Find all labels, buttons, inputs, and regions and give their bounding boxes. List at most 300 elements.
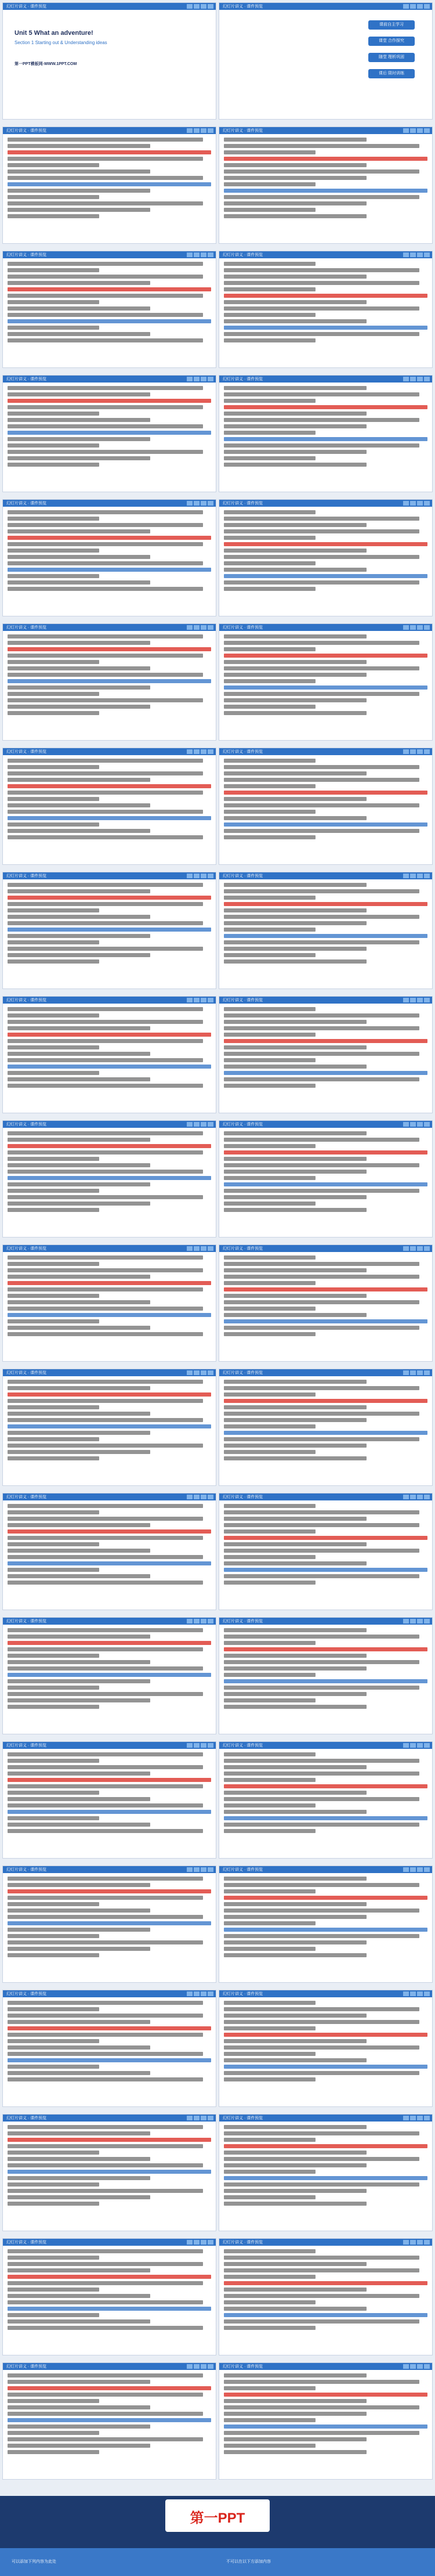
text-line	[8, 889, 150, 893]
text-line	[8, 2418, 211, 2422]
text-line	[8, 450, 203, 454]
text-line	[8, 896, 211, 900]
slide-header	[3, 748, 216, 755]
text-line	[8, 262, 203, 266]
text-line	[8, 2131, 150, 2135]
slide-tabs	[403, 1122, 430, 1127]
text-line	[224, 1883, 419, 1887]
slide-thumbnail[interactable]	[219, 1369, 433, 1486]
text-line	[8, 711, 99, 715]
text-line	[8, 2176, 150, 2180]
text-line	[8, 1510, 99, 1514]
text-line	[8, 326, 99, 330]
text-line	[224, 1660, 419, 1664]
text-line	[224, 163, 367, 167]
tab-marker	[410, 501, 416, 506]
slide-header	[3, 1990, 216, 1997]
text-line	[8, 1896, 203, 1900]
slide-tabs	[187, 1867, 213, 1872]
slide-body	[224, 2001, 427, 2102]
text-line	[224, 1262, 419, 1266]
tab-marker	[403, 1495, 409, 1499]
tab-marker	[187, 1246, 193, 1251]
text-line	[8, 144, 150, 148]
slide-header	[219, 1618, 432, 1625]
slide-body	[224, 1504, 427, 1605]
slide-header	[219, 2239, 432, 2246]
slide-thumbnail[interactable]	[219, 375, 433, 492]
text-line	[8, 1883, 150, 1887]
slide-thumbnail[interactable]	[219, 996, 433, 1113]
tab-marker	[410, 128, 416, 133]
slide-thumbnail[interactable]	[219, 2238, 433, 2355]
text-line	[8, 2405, 150, 2409]
slide-header-label: 幻灯片讲义 · 课件预览	[223, 1744, 263, 1748]
slide-header-label: 幻灯片讲义 · 课件预览	[6, 1371, 47, 1375]
text-line	[8, 759, 203, 763]
slide-thumbnail[interactable]	[219, 2362, 433, 2480]
tab-marker	[208, 1122, 213, 1127]
tab-marker	[403, 2116, 409, 2120]
tab-marker	[194, 2364, 200, 2369]
tab-marker	[424, 2240, 430, 2245]
text-line	[224, 2399, 367, 2403]
menu-button[interactable]: 课前自主学习	[368, 20, 415, 30]
text-line	[224, 300, 367, 304]
slide-thumbnail[interactable]	[2, 1493, 216, 1610]
text-line	[224, 1131, 367, 1135]
tab-marker	[201, 1619, 206, 1623]
slide-thumbnail[interactable]	[2, 1990, 216, 2107]
tab-marker	[424, 1619, 430, 1623]
text-line	[8, 2300, 203, 2304]
slide-header	[3, 3, 216, 10]
text-line	[224, 2202, 367, 2206]
text-line	[224, 1275, 419, 1279]
slide-thumbnail[interactable]	[2, 1120, 216, 1238]
text-line	[224, 791, 427, 795]
text-line	[224, 784, 316, 788]
text-line	[8, 1319, 99, 1323]
slide-thumbnail[interactable]	[2, 1617, 216, 1734]
slide-thumbnail[interactable]	[219, 1493, 433, 1610]
slide-thumbnail[interactable]	[2, 748, 216, 865]
tab-marker	[208, 874, 213, 878]
text-line	[224, 1195, 367, 1199]
slide-header-label: 幻灯片讲义 · 课件预览	[6, 2365, 47, 2369]
text-line	[224, 2058, 367, 2062]
slide-body	[224, 1380, 427, 1481]
text-line	[224, 2444, 316, 2448]
text-line	[224, 2001, 316, 2005]
text-line	[224, 1568, 427, 1572]
text-line	[224, 332, 419, 336]
text-line	[224, 2007, 419, 2011]
text-line	[8, 568, 211, 572]
tab-marker	[201, 1743, 206, 1748]
text-line	[224, 660, 367, 664]
text-line	[224, 1268, 367, 1272]
text-line	[224, 634, 367, 638]
text-line	[224, 568, 367, 572]
slide-header-label: 幻灯片讲义 · 课件预览	[6, 2116, 47, 2120]
text-line	[8, 1431, 150, 1435]
slide-tabs	[187, 501, 213, 506]
slide-thumbnail[interactable]	[219, 2, 433, 120]
text-line	[8, 2313, 99, 2317]
slide-thumbnail[interactable]	[2, 2362, 216, 2480]
text-line	[8, 1752, 203, 1756]
slide-thumbnail[interactable]	[2, 996, 216, 1113]
tab-marker	[201, 377, 206, 381]
tab-marker	[417, 2364, 423, 2369]
unit-title: Unit 5 What an adventure!	[14, 30, 93, 37]
slide-header-label: 幻灯片讲义 · 课件预览	[223, 377, 263, 381]
text-line	[224, 2039, 367, 2043]
text-line	[8, 561, 203, 565]
slide-header	[3, 1493, 216, 1500]
text-line	[8, 1399, 203, 1403]
text-line	[8, 1020, 203, 1024]
slide-thumbnail[interactable]	[2, 2238, 216, 2355]
slide-thumbnail[interactable]	[219, 251, 433, 368]
text-line	[8, 641, 150, 645]
text-line	[8, 1778, 211, 1782]
text-line	[224, 1294, 367, 1298]
text-line	[224, 1549, 419, 1553]
text-line	[224, 1071, 427, 1075]
text-line	[224, 1255, 316, 1260]
text-line	[224, 1816, 427, 1820]
text-line	[224, 2026, 316, 2030]
text-line	[8, 1071, 99, 1075]
tab-marker	[201, 252, 206, 257]
menu-button[interactable]: 课后 限时训练	[368, 69, 415, 78]
slide-thumbnail[interactable]	[219, 748, 433, 865]
slide-thumbnail[interactable]	[219, 127, 433, 244]
text-line	[224, 262, 316, 266]
text-line	[224, 510, 316, 514]
text-line	[8, 1628, 203, 1632]
text-line	[224, 392, 419, 396]
text-line	[224, 915, 419, 919]
text-line	[8, 2195, 150, 2199]
text-line	[224, 778, 419, 782]
slide-thumbnail[interactable]	[2, 1741, 216, 1859]
text-line	[224, 1877, 367, 1881]
text-line	[224, 2412, 367, 2416]
text-line	[224, 2144, 427, 2148]
slide-thumbnail[interactable]	[2, 499, 216, 616]
tab-marker	[208, 1743, 213, 1748]
slide-header-label: 幻灯片讲义 · 课件预览	[6, 1123, 47, 1127]
text-line	[8, 2170, 211, 2174]
tab-marker	[208, 625, 213, 630]
text-line	[8, 1182, 150, 1186]
slide-thumbnail[interactable]	[219, 499, 433, 616]
slide-header	[3, 1121, 216, 1128]
text-line	[8, 1052, 150, 1056]
slide-thumbnail[interactable]	[219, 623, 433, 741]
tab-marker	[194, 1495, 200, 1499]
text-line	[224, 673, 367, 677]
text-line	[8, 771, 203, 775]
text-line	[8, 2182, 99, 2187]
text-line	[224, 450, 367, 454]
text-line	[8, 1039, 203, 1043]
slide-thumbnail[interactable]	[219, 1244, 433, 1362]
slide-body	[224, 883, 427, 984]
tab-marker	[417, 1122, 423, 1127]
text-line	[8, 940, 99, 944]
text-line	[224, 214, 367, 218]
text-line	[224, 2450, 367, 2454]
slide-header-label: 幻灯片讲义 · 课件预览	[223, 1992, 263, 1996]
text-line	[8, 1255, 203, 1260]
text-line	[8, 195, 99, 199]
text-line	[8, 2151, 99, 2155]
tab-marker	[410, 2240, 416, 2245]
slide-thumbnail[interactable]	[219, 1866, 433, 1983]
text-line	[224, 399, 316, 403]
text-line	[224, 1791, 367, 1795]
text-line	[8, 784, 211, 788]
text-line	[224, 705, 316, 709]
text-line	[224, 2077, 316, 2081]
text-line	[8, 1163, 150, 1167]
slide-tabs	[187, 1370, 213, 1375]
text-line	[8, 1568, 99, 1572]
text-line	[8, 2444, 150, 2448]
text-line	[224, 1561, 367, 1565]
text-line	[224, 835, 316, 839]
tab-marker	[410, 874, 416, 878]
text-line	[224, 1202, 316, 1206]
slide-header	[3, 2239, 216, 2246]
tab-marker	[403, 128, 409, 133]
tab-marker	[201, 874, 206, 878]
slide-header	[219, 1990, 432, 1997]
slide-thumbnail[interactable]	[2, 375, 216, 492]
text-line	[8, 1332, 203, 1336]
slide-thumbnail[interactable]	[2, 1866, 216, 1983]
text-line	[8, 2307, 211, 2311]
slide-header-label: 幻灯片讲义 · 课件预览	[223, 502, 263, 506]
slide-header-label: 幻灯片讲义 · 课件预览	[223, 1619, 263, 1623]
slide-body	[8, 2125, 211, 2226]
slide-thumbnail[interactable]	[219, 872, 433, 989]
text-line	[8, 2450, 99, 2454]
text-line	[224, 431, 316, 435]
text-line	[8, 1045, 99, 1049]
tab-marker	[417, 501, 423, 506]
tab-marker	[208, 2240, 213, 2245]
slide-thumbnail[interactable]	[219, 2114, 433, 2231]
tab-marker	[417, 874, 423, 878]
slide-thumbnail[interactable]	[2, 623, 216, 741]
slide-thumbnail[interactable]	[2, 1244, 216, 1362]
slide-tabs	[403, 874, 430, 878]
slide-thumbnail[interactable]	[219, 1990, 433, 2107]
slide-body	[224, 2373, 427, 2474]
tab-marker	[424, 1991, 430, 1996]
text-line	[8, 705, 150, 709]
slide-thumbnail[interactable]	[2, 2114, 216, 2231]
menu-button[interactable]: 课堂 合作探究	[368, 37, 415, 46]
slide-tabs	[187, 1122, 213, 1127]
text-line	[224, 189, 427, 193]
tab-marker	[187, 4, 193, 9]
menu-button[interactable]: 随堂 理析巩固	[368, 53, 415, 62]
text-line	[8, 176, 203, 180]
slide-body	[224, 262, 427, 363]
slide-header	[219, 251, 432, 258]
tab-marker	[403, 749, 409, 754]
tab-marker	[424, 1122, 430, 1127]
text-line	[224, 1574, 419, 1578]
text-line	[8, 654, 203, 658]
text-line	[224, 1778, 316, 1782]
tab-marker	[194, 2240, 200, 2245]
slide-body	[8, 1007, 211, 1108]
text-line	[8, 2125, 203, 2129]
text-line	[8, 1007, 203, 1011]
text-line	[224, 275, 367, 279]
text-line	[224, 1896, 427, 1900]
slide-tabs	[403, 1370, 430, 1375]
slide-header	[3, 1742, 216, 1749]
text-line	[224, 412, 367, 416]
slide-header-label: 幻灯片讲义 · 课件预览	[223, 1868, 263, 1872]
text-line	[8, 1300, 150, 1304]
text-line	[8, 536, 211, 540]
text-line	[224, 692, 419, 696]
text-line	[8, 1947, 150, 1951]
slide-thumbnail[interactable]	[2, 2, 216, 120]
text-line	[224, 928, 316, 932]
text-line	[224, 1635, 419, 1639]
slide-thumbnail[interactable]	[2, 251, 216, 368]
text-line	[224, 386, 367, 390]
text-line	[8, 1013, 99, 1018]
text-line	[224, 1157, 367, 1161]
text-line	[8, 2065, 99, 2069]
text-line	[224, 2425, 427, 2429]
slide-body	[8, 1628, 211, 1729]
slide-header	[219, 2115, 432, 2122]
slide-thumbnail[interactable]	[219, 1617, 433, 1734]
text-line	[8, 2033, 203, 2037]
tab-marker	[410, 377, 416, 381]
slide-header-label: 幻灯片讲义 · 课件预览	[223, 750, 263, 754]
text-line	[224, 1679, 427, 1683]
tab-marker	[194, 501, 200, 506]
text-line	[8, 2007, 99, 2011]
text-line	[224, 1045, 367, 1049]
slide-header	[219, 2363, 432, 2370]
text-line	[8, 1281, 211, 1285]
slide-header-label: 幻灯片讲义 · 课件预览	[6, 750, 47, 754]
text-line	[8, 1660, 150, 1664]
text-line	[224, 1641, 316, 1645]
text-line	[8, 908, 99, 912]
text-line	[224, 908, 367, 912]
text-line	[8, 2189, 203, 2193]
slide-thumbnail[interactable]	[2, 127, 216, 244]
text-line	[8, 1033, 211, 1037]
slide-thumbnail[interactable]	[2, 872, 216, 989]
slide-thumbnail[interactable]	[219, 1120, 433, 1238]
tab-marker	[410, 2116, 416, 2120]
slide-body	[8, 386, 211, 487]
text-line	[8, 1456, 99, 1460]
tab-marker	[201, 2364, 206, 2369]
tab-marker	[194, 1619, 200, 1623]
text-line	[8, 2431, 99, 2435]
text-line	[224, 1300, 419, 1304]
text-line	[224, 1759, 419, 1763]
slide-thumbnail[interactable]	[219, 1741, 433, 1859]
text-line	[8, 2001, 203, 2005]
text-line	[8, 1058, 203, 1062]
text-line	[8, 319, 211, 323]
slide-header-label: 幻灯片讲义 · 课件预览	[6, 1744, 47, 1748]
tab-marker	[194, 1370, 200, 1375]
text-line	[224, 2256, 419, 2260]
text-line	[8, 1877, 203, 1881]
text-line	[224, 1908, 419, 1913]
banner-left-text: 可以添加下列内容为此处	[12, 2560, 56, 2564]
slide-body	[224, 1752, 427, 1853]
text-line	[224, 150, 316, 154]
text-line	[8, 1810, 211, 1814]
slide-header-label: 幻灯片讲义 · 课件预览	[223, 2365, 263, 2369]
text-line	[8, 268, 99, 272]
site-logo	[165, 2499, 270, 2532]
slide-thumbnail[interactable]	[2, 1369, 216, 1486]
text-line	[224, 921, 367, 925]
text-line	[224, 201, 367, 205]
text-line	[8, 1759, 99, 1763]
text-line	[8, 2294, 150, 2298]
banner-footer	[0, 2548, 435, 2576]
text-line	[224, 1418, 367, 1422]
text-line	[8, 2412, 203, 2416]
site-name: 第一PPT模板网-WWW.1PPT.COM	[14, 62, 77, 66]
slide-body	[224, 2125, 427, 2226]
tab-marker	[410, 252, 416, 257]
text-line	[8, 647, 211, 651]
text-line	[8, 555, 150, 559]
text-line	[224, 1380, 367, 1384]
text-line	[224, 549, 367, 553]
text-line	[8, 1673, 211, 1677]
slide-tabs	[403, 2116, 430, 2120]
text-line	[224, 1077, 419, 1081]
text-line	[224, 889, 419, 893]
text-line	[8, 1405, 99, 1409]
slide-tabs	[187, 1495, 213, 1499]
slide-header	[3, 376, 216, 383]
text-line	[8, 574, 99, 578]
text-line	[8, 1170, 203, 1174]
text-line	[224, 1326, 419, 1330]
text-line	[8, 1698, 150, 1702]
tab-marker	[208, 128, 213, 133]
tab-marker	[424, 1370, 430, 1375]
tab-marker	[417, 1743, 423, 1748]
slide-tabs	[187, 2364, 213, 2369]
